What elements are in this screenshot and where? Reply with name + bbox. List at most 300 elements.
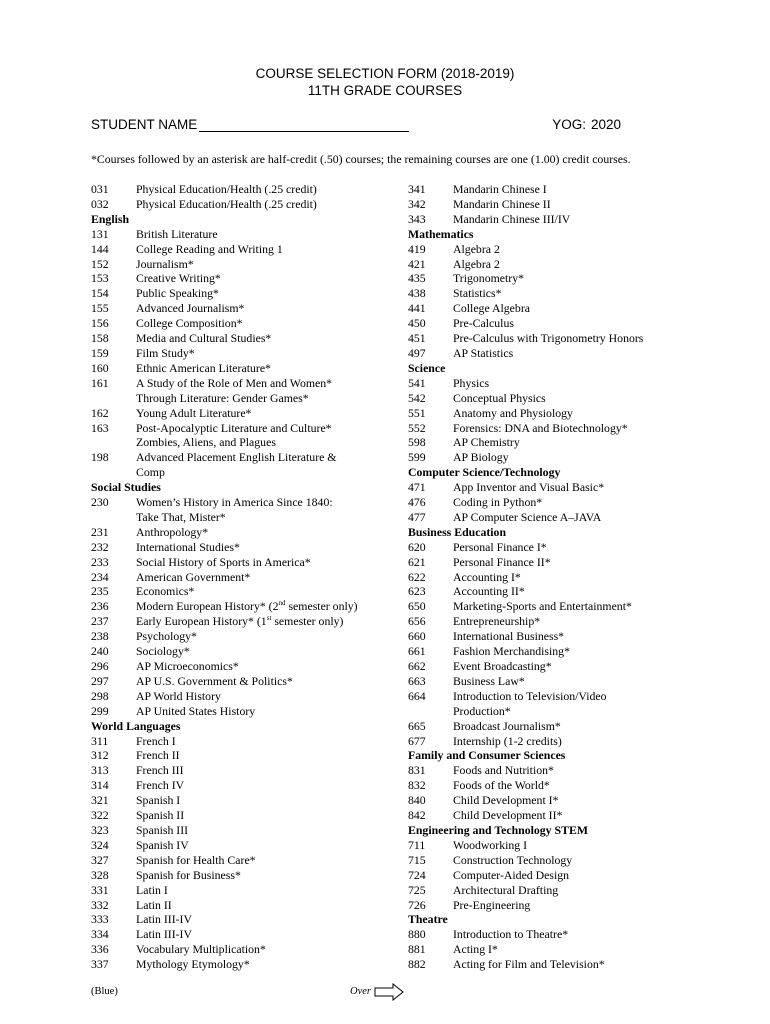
- course-code: 156: [91, 316, 109, 331]
- course-name: Algebra 2: [453, 241, 500, 256]
- course-code: 542: [408, 390, 426, 405]
- course-row: [408, 242, 698, 257]
- course-code: 551: [408, 405, 426, 420]
- section-heading: [408, 227, 698, 242]
- course-name: Pre-Calculus: [453, 316, 514, 331]
- course-row: [91, 257, 401, 272]
- course-code: 715: [408, 852, 426, 867]
- section-heading-label: Family and Consumer Sciences: [408, 748, 566, 763]
- course-row: [408, 421, 698, 436]
- course-name: AP United States History: [136, 703, 256, 718]
- course-row: [408, 674, 698, 689]
- course-code: 333: [91, 912, 109, 927]
- course-code: 324: [91, 837, 109, 852]
- page-footer: [91, 985, 411, 1001]
- section-heading-label: World Languages: [91, 718, 181, 733]
- course-name: AP Microeconomics*: [136, 659, 239, 673]
- course-row: [91, 525, 401, 540]
- course-name: Conceptual Physics: [453, 390, 546, 405]
- course-code: 332: [91, 897, 109, 912]
- course-name: French IV: [136, 778, 185, 793]
- course-name: Sociology*: [136, 644, 190, 659]
- course-name: Marketing-Sports and Entertainment*: [453, 599, 632, 614]
- course-name: Media and Cultural Studies*: [136, 331, 272, 346]
- section-heading: [408, 465, 698, 480]
- course-code: 155: [91, 301, 109, 316]
- course-name: College Reading and Writing 1: [136, 241, 283, 256]
- course-row: [91, 406, 401, 421]
- course-name: Acting for Film and Television*: [453, 957, 605, 972]
- course-row: [408, 435, 698, 450]
- course-row: [408, 957, 698, 972]
- course-row: [408, 883, 698, 898]
- course-code: 620: [408, 539, 426, 554]
- ordinal-suffix: nd: [278, 599, 286, 608]
- course-row: [408, 838, 698, 853]
- course-name-continuation: [91, 435, 401, 450]
- course-list-right: [408, 182, 698, 972]
- course-row: [91, 808, 401, 823]
- student-info-row: [91, 117, 621, 135]
- yog-label: YOG:: [552, 117, 586, 132]
- course-name: Event Broadcasting*: [453, 659, 552, 673]
- course-code: 313: [91, 763, 109, 778]
- section-heading-label: Engineering and Technology STEM: [408, 822, 588, 837]
- course-name: Mandarin Chinese II: [453, 196, 551, 211]
- course-name: Young Adult Literature*: [136, 405, 252, 420]
- course-name: Entrepreneurship*: [453, 614, 541, 629]
- course-name: Trigonometry*: [453, 271, 525, 286]
- course-row: [91, 614, 401, 629]
- course-row: [91, 704, 401, 719]
- course-code: 665: [408, 718, 426, 733]
- course-code: 451: [408, 331, 426, 346]
- section-heading-label: Computer Science/Technology: [408, 465, 561, 480]
- course-name: Latin II: [136, 897, 172, 912]
- course-code: 298: [91, 688, 109, 703]
- course-row: [91, 271, 401, 286]
- course-name: Mandarin Chinese I: [453, 182, 547, 196]
- course-name: Construction Technology: [453, 852, 573, 867]
- form-color-note: (Blue): [91, 986, 118, 997]
- course-code: 421: [408, 256, 426, 271]
- course-row: [408, 808, 698, 823]
- course-code: 650: [408, 599, 426, 614]
- course-name: AP U.S. Government & Politics*: [136, 673, 293, 688]
- course-name: App Inventor and Visual Basic*: [453, 480, 605, 495]
- course-name: Public Speaking*: [136, 286, 219, 301]
- course-row: [408, 510, 698, 525]
- course-row: [408, 376, 698, 391]
- section-heading-label: Social Studies: [91, 480, 161, 495]
- course-row: [91, 793, 401, 808]
- course-row: [91, 674, 401, 689]
- course-code: 541: [408, 375, 426, 390]
- course-name: Latin III-IV: [136, 912, 193, 927]
- course-name: Child Development I*: [453, 793, 559, 808]
- course-row: [91, 242, 401, 257]
- section-heading-label: Mathematics: [408, 226, 474, 241]
- course-row: [408, 271, 698, 286]
- course-name: AP Statistics: [453, 345, 514, 360]
- course-code: 438: [408, 286, 426, 301]
- course-row: [91, 659, 401, 674]
- form-title: COURSE SELECTION FORM (2018-2019): [255, 66, 515, 81]
- course-row: [408, 763, 698, 778]
- course-code: 334: [91, 927, 109, 942]
- course-code: 331: [91, 882, 109, 897]
- section-heading: [408, 823, 698, 838]
- course-name: Journalism*: [136, 256, 194, 271]
- course-name-continuation: [91, 391, 401, 406]
- course-row: [91, 838, 401, 853]
- course-name: Foods and Nutrition*: [453, 763, 554, 778]
- course-name: Personal Finance I*: [453, 539, 547, 554]
- course-row: [91, 495, 401, 510]
- course-row: [408, 540, 698, 555]
- course-code: 163: [91, 420, 109, 435]
- course-name: College Composition*: [136, 316, 243, 331]
- course-row: [91, 689, 401, 704]
- course-row: [408, 406, 698, 421]
- course-row: [91, 570, 401, 585]
- course-row: [408, 570, 698, 585]
- course-row: [408, 331, 698, 346]
- course-code: 450: [408, 316, 426, 331]
- course-row: [408, 927, 698, 942]
- course-row: [91, 331, 401, 346]
- course-row: [91, 599, 401, 614]
- course-code: 435: [408, 271, 426, 286]
- course-name: Spanish III: [136, 822, 189, 837]
- course-code: 724: [408, 867, 426, 882]
- course-code: 160: [91, 360, 109, 375]
- course-code: 342: [408, 196, 426, 211]
- course-code: 341: [408, 182, 426, 196]
- form-subtitle: 11TH GRADE COURSES: [307, 83, 463, 98]
- course-code: 661: [408, 644, 426, 659]
- course-name: Internship (1-2 credits): [453, 733, 562, 748]
- course-name: [91, 614, 401, 629]
- course-name: Statistics*: [453, 286, 502, 301]
- course-name: Anatomy and Physiology: [453, 405, 573, 420]
- course-name: Latin I: [136, 882, 168, 897]
- course-code: 471: [408, 480, 426, 495]
- ordinal-suffix: st: [266, 614, 272, 623]
- course-row: [91, 286, 401, 301]
- student-name-field[interactable]: [199, 131, 409, 132]
- section-heading-label: Science: [408, 360, 446, 375]
- course-code: 881: [408, 942, 426, 957]
- course-name-continuation: [408, 704, 698, 719]
- course-code: 231: [91, 524, 109, 539]
- course-row: [408, 555, 698, 570]
- course-row: [408, 480, 698, 495]
- course-name: Spanish for Health Care*: [136, 852, 256, 867]
- course-name: Advanced Journalism*: [136, 301, 245, 316]
- course-list-left: [91, 182, 401, 972]
- course-name: International Business*: [453, 629, 565, 644]
- course-name: Mandarin Chinese III/IV: [453, 211, 571, 226]
- course-code: 144: [91, 241, 109, 256]
- course-name: College Algebra: [453, 301, 530, 316]
- course-row: [408, 197, 698, 212]
- course-code: 198: [91, 450, 109, 465]
- course-name: American Government*: [136, 569, 251, 584]
- course-code: 159: [91, 345, 109, 360]
- course-name: Algebra 2: [453, 256, 500, 271]
- course-name: Anthropology*: [136, 524, 209, 539]
- course-row: [91, 316, 401, 331]
- course-row: [408, 301, 698, 316]
- course-name: AP Chemistry: [453, 435, 520, 450]
- yog-value: 2020: [590, 117, 621, 132]
- course-name: Pre-Calculus with Trigonometry Honors: [453, 331, 644, 346]
- course-name: [91, 599, 401, 614]
- course-row: [408, 793, 698, 808]
- course-name: Business Law*: [453, 673, 525, 688]
- course-name: Economics*: [136, 584, 195, 599]
- course-code: 238: [91, 629, 109, 644]
- course-name: Spanish for Business*: [136, 867, 241, 882]
- course-row: [408, 734, 698, 749]
- course-code: 235: [91, 584, 109, 599]
- course-code: 832: [408, 778, 426, 793]
- course-code: 726: [408, 897, 426, 912]
- course-name: British Literature: [136, 226, 218, 241]
- course-row: [91, 927, 401, 942]
- course-code: 842: [408, 808, 426, 823]
- course-row: [91, 555, 401, 570]
- course-name: Advanced Placement English Literature &: [136, 450, 337, 465]
- credit-note: *Courses followed by an asterisk are half-credit (.50) courses; the remaining courses are one (1.00) credit courses.: [91, 152, 631, 166]
- section-heading: [91, 212, 401, 227]
- course-name: Acting I*: [453, 942, 498, 957]
- course-row: [91, 376, 401, 391]
- course-code: 840: [408, 793, 426, 808]
- course-row: [91, 912, 401, 927]
- course-name: Introduction to Theatre*: [453, 927, 569, 942]
- course-name: Computer-Aided Design: [453, 867, 570, 882]
- course-row: [408, 212, 698, 227]
- course-name: Fashion Merchandising*: [453, 644, 570, 659]
- course-code: 882: [408, 957, 426, 972]
- course-name: Women’s History in America Since 1840:: [136, 495, 333, 510]
- course-name: Accounting I*: [453, 569, 521, 584]
- section-heading: [408, 525, 698, 540]
- course-code: 237: [91, 614, 109, 629]
- section-heading-label: English: [91, 211, 130, 226]
- course-row: [408, 391, 698, 406]
- course-row: [91, 868, 401, 883]
- course-row: [91, 853, 401, 868]
- course-code: 322: [91, 808, 109, 823]
- course-code: 152: [91, 256, 109, 271]
- section-heading: [91, 719, 401, 734]
- course-row: [91, 629, 401, 644]
- course-name-continued: Production*: [453, 703, 511, 718]
- course-name: Physical Education/Health (.25 credit): [136, 196, 317, 211]
- course-name: Film Study*: [136, 345, 195, 360]
- course-name: Personal Finance II*: [453, 554, 551, 569]
- course-row: [91, 301, 401, 316]
- course-code: 032: [91, 196, 109, 211]
- course-code: 623: [408, 584, 426, 599]
- course-row: [91, 898, 401, 913]
- course-row: [91, 540, 401, 555]
- course-name: Accounting II*: [453, 584, 525, 599]
- course-code: 230: [91, 495, 109, 510]
- course-name: Ethnic American Literature*: [136, 360, 271, 375]
- course-code: 677: [408, 733, 426, 748]
- course-code: 240: [91, 644, 109, 659]
- course-row: [91, 227, 401, 242]
- course-code: 477: [408, 509, 426, 524]
- course-row: [91, 823, 401, 838]
- over-label: Over: [350, 986, 371, 997]
- course-code: 031: [91, 182, 109, 196]
- course-row: [91, 450, 401, 465]
- course-name: Spanish I: [136, 793, 181, 808]
- course-code: 622: [408, 569, 426, 584]
- course-name: Physical Education/Health (.25 credit): [136, 182, 317, 196]
- course-row: [91, 957, 401, 972]
- course-code: 441: [408, 301, 426, 316]
- section-heading: [91, 480, 401, 495]
- course-name: French III: [136, 763, 184, 778]
- course-name: International Studies*: [136, 539, 240, 554]
- course-code: 323: [91, 822, 109, 837]
- course-code: 161: [91, 375, 109, 390]
- course-row: [408, 614, 698, 629]
- course-code: 711: [408, 837, 426, 852]
- course-name: AP World History: [136, 688, 221, 703]
- course-code: 158: [91, 331, 109, 346]
- course-code: 880: [408, 927, 426, 942]
- course-code: 552: [408, 420, 426, 435]
- course-name-text: Modern European History* (2: [136, 599, 279, 614]
- course-row: [408, 629, 698, 644]
- course-code: 296: [91, 659, 109, 673]
- course-row: [91, 942, 401, 957]
- course-name-text: Early European History* (1: [136, 614, 267, 629]
- course-row: [408, 689, 698, 704]
- course-name-tail: semester only): [271, 614, 344, 629]
- course-code: 299: [91, 703, 109, 718]
- course-name: Introduction to Television/Video: [453, 688, 607, 703]
- course-name: AP Computer Science A–JAVA: [453, 509, 602, 524]
- course-name: Post-Apocalyptic Literature and Culture*: [136, 420, 332, 435]
- course-name-continuation: [91, 465, 401, 480]
- course-code: 337: [91, 957, 109, 972]
- course-name: Forensics: DNA and Biotechnology*: [453, 420, 628, 435]
- course-name-continuation: [91, 510, 401, 525]
- section-heading-label: Business Education: [408, 524, 507, 539]
- course-code: 131: [91, 226, 109, 241]
- course-row: [408, 778, 698, 793]
- course-name: Vocabulary Multiplication*: [136, 942, 266, 957]
- course-code: 314: [91, 778, 109, 793]
- course-code: 234: [91, 569, 109, 584]
- course-name: Spanish IV: [136, 837, 189, 852]
- course-name: Creative Writing*: [136, 271, 221, 286]
- course-code: 598: [408, 435, 426, 450]
- course-row: [91, 584, 401, 599]
- course-row: [91, 748, 401, 763]
- course-code: 662: [408, 659, 426, 673]
- course-code: 343: [408, 211, 426, 226]
- course-row: [91, 644, 401, 659]
- course-name: Pre-Engineering: [453, 897, 531, 912]
- course-row: [91, 778, 401, 793]
- course-code: 327: [91, 852, 109, 867]
- course-row: [408, 286, 698, 301]
- course-code: 725: [408, 882, 426, 897]
- course-name: French I: [136, 733, 176, 748]
- course-code: 599: [408, 450, 426, 465]
- course-row: [408, 898, 698, 913]
- course-code: 232: [91, 539, 109, 554]
- section-heading: [408, 912, 698, 927]
- course-name: Child Development II*: [453, 808, 563, 823]
- course-row: [91, 182, 401, 197]
- course-row: [408, 644, 698, 659]
- course-row: [408, 584, 698, 599]
- course-code: 336: [91, 942, 109, 957]
- course-row: [408, 257, 698, 272]
- course-name: Physics: [453, 375, 490, 390]
- course-code: 660: [408, 629, 426, 644]
- course-code: 297: [91, 673, 109, 688]
- course-code: 663: [408, 673, 426, 688]
- course-name: Latin III-IV: [136, 927, 193, 942]
- course-name: Architectural Drafting: [453, 882, 559, 897]
- course-row: [408, 599, 698, 614]
- course-code: 162: [91, 405, 109, 420]
- yog-field: [552, 117, 621, 132]
- course-row: [91, 883, 401, 898]
- course-name: Mythology Etymology*: [136, 957, 250, 972]
- course-row: [91, 734, 401, 749]
- course-row: [408, 868, 698, 883]
- course-code: 233: [91, 554, 109, 569]
- course-name-continued: Comp: [136, 465, 165, 480]
- course-code: 321: [91, 793, 109, 808]
- course-code: 621: [408, 554, 426, 569]
- course-row: [91, 763, 401, 778]
- section-heading: [408, 748, 698, 763]
- course-row: [408, 182, 698, 197]
- course-row: [408, 495, 698, 510]
- course-name: Foods of the World*: [453, 778, 550, 793]
- section-heading: [408, 361, 698, 376]
- course-row: [408, 450, 698, 465]
- course-name-continued: Zombies, Aliens, and Plagues: [136, 435, 276, 450]
- course-name: Psychology*: [136, 629, 197, 644]
- course-name: Woodworking I: [453, 837, 528, 852]
- course-code: 328: [91, 867, 109, 882]
- course-name: Broadcast Journalism*: [453, 718, 561, 733]
- course-row: [91, 346, 401, 361]
- course-row: [408, 719, 698, 734]
- course-row: [408, 346, 698, 361]
- course-row: [408, 316, 698, 331]
- course-code: 312: [91, 748, 109, 763]
- course-code: 664: [408, 688, 426, 703]
- course-code: 419: [408, 241, 426, 256]
- course-name: French II: [136, 748, 180, 763]
- course-name: AP Biology: [453, 450, 509, 465]
